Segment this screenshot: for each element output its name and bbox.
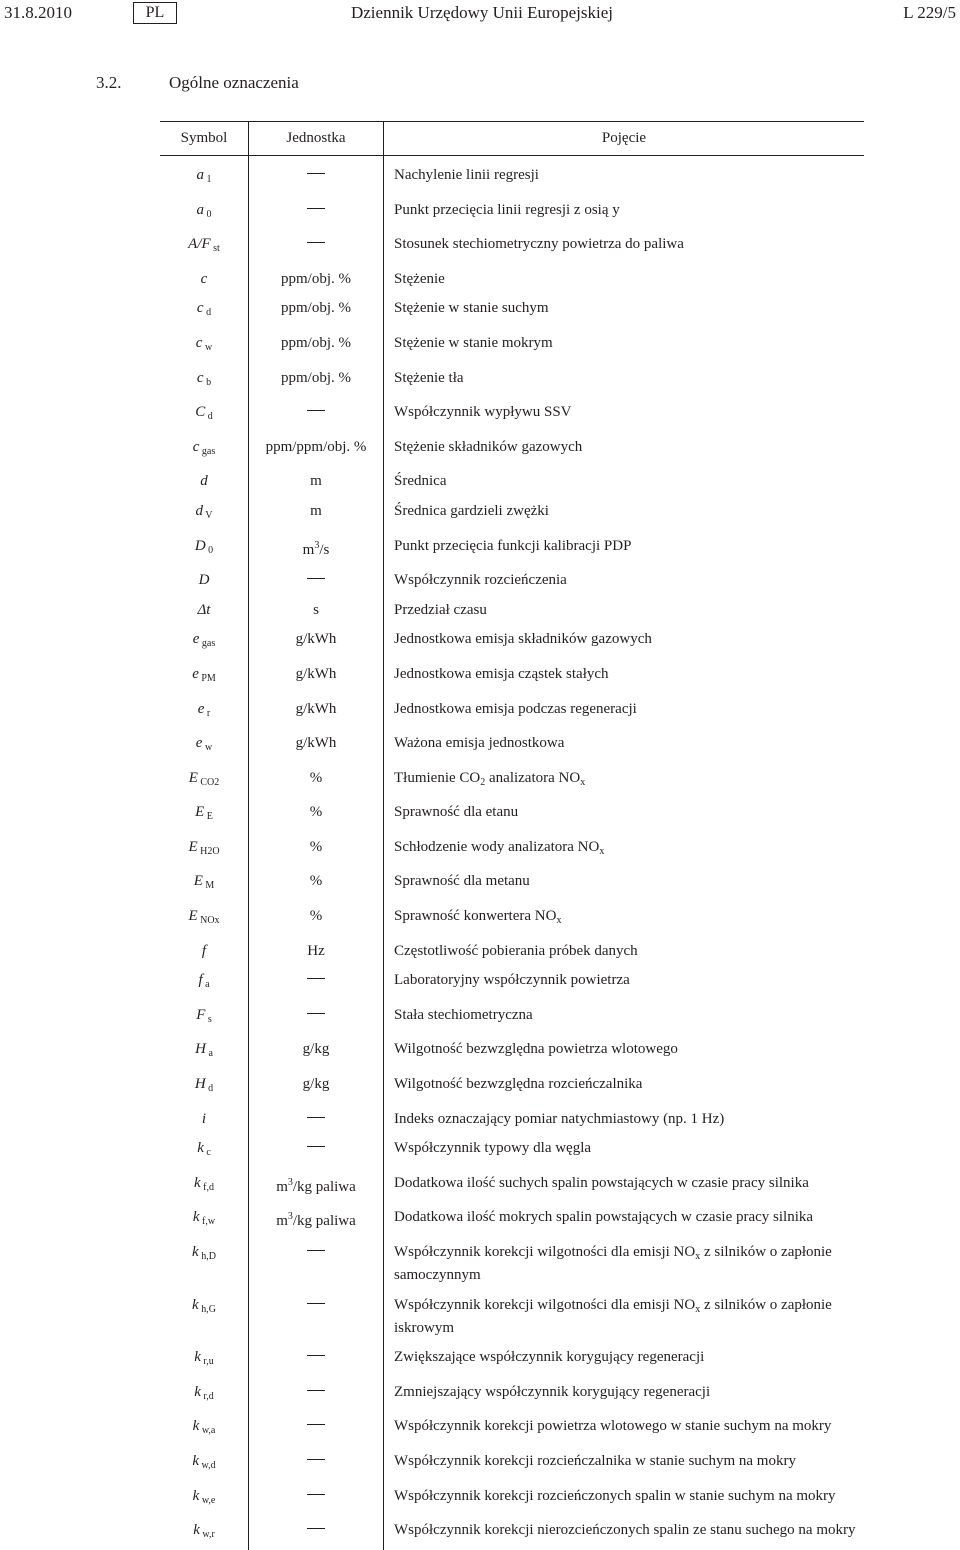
table-row [160,264,864,294]
symbol-main: k [193,1174,201,1191]
table-body [160,156,864,1550]
definition-cell: Współczynnik korekcji rozcieńczonych spalin w stanie suchym na mokry [394,1487,836,1504]
unit-cell: % [249,797,384,832]
dash-mark [307,1013,325,1014]
dash-mark [307,208,325,209]
symbol-main: e [192,631,200,648]
definition-cell: Dodatkowa ilość suchych spalin powstających w czasie pracy silnika [394,1174,809,1191]
unit-cell: % [249,832,384,867]
table-row [160,1290,864,1343]
symbol-subscript: M [202,880,215,892]
symbol-cell [160,832,249,867]
table-row [160,965,864,1000]
symbol-cell [160,531,249,566]
dash-mark [307,978,325,979]
table-row [160,901,864,936]
symbol-main: k [193,1522,200,1539]
symbol-subscript: 0 [204,208,212,220]
symbol-subscript: a [205,1048,213,1060]
symbol-cell [160,763,249,798]
symbol-cell [160,1342,249,1377]
definition-cell: Średnica [394,473,447,490]
unit-cell: $m^3/s$ [249,531,384,566]
dash-mark [307,1146,325,1147]
symbol-subscript: r,d [200,1390,214,1402]
symbol-subscript: f,d [200,1181,214,1193]
symbol-cell [160,659,249,694]
symbol-main: c [196,369,204,386]
symbol-main: f [201,942,207,959]
symbol-subscript: CO2 [197,776,220,788]
definitions-table [160,121,864,1550]
dash-mark [307,1250,325,1251]
table-row [160,565,864,595]
symbol-cell [160,565,249,595]
section-title: Ogólne oznaczenia [169,73,299,92]
symbol-cell [160,264,249,294]
symbol-subscript: f,w [199,1216,216,1228]
symbol-subscript: s [205,1013,212,1025]
symbol-main: H [194,1076,206,1093]
symbol-cell [160,496,249,531]
symbol-main: C [195,404,206,421]
symbol-main: E [193,873,203,890]
column-header-definition: Pojęcie [384,122,865,156]
table-row [160,1202,864,1237]
dash-mark [307,1117,325,1118]
symbol-main: F [196,1006,206,1023]
unit-cell [249,965,384,1000]
symbol-subscript: r,u [200,1356,214,1368]
symbol-cell [160,1069,249,1104]
unit-cell: g/kWh [249,659,384,694]
symbol-main: E [195,804,205,821]
table-row [160,694,864,729]
symbol-main: i [201,1110,207,1127]
unit-cell: m [249,466,384,496]
dash-mark [307,1459,325,1460]
unit-cell: m [249,496,384,531]
symbol-cell [160,936,249,966]
definition-cell: Jednostkowa emisja cząstek stałych [394,665,609,682]
table-row [160,1237,864,1290]
definition-cell: Współczynnik korekcji wilgotności dla emisji $NO_x$ z silników o zapłonie iskrowym [394,1296,832,1336]
table-row [160,397,864,432]
symbol-subscript: w [202,742,213,754]
unit-cell [249,1446,384,1481]
page-reference: L 229/5 [903,3,956,22]
symbol-cell [160,466,249,496]
symbol-main: c [195,334,203,351]
symbol-cell [160,1481,249,1516]
unit-cell [249,1133,384,1168]
symbol-main: k [192,1296,199,1313]
table-row [160,466,864,496]
table-row [160,1168,864,1203]
table-row [160,1515,864,1550]
symbol-subscript: d [205,1083,214,1095]
symbol-subscript: gas [199,638,216,650]
definition-cell: Sprawność dla etanu [394,804,519,821]
unit-cell: $m^3/kg$ paliwa [249,1168,384,1203]
definition-cell: Schłodzenie wody analizatora $NO_x$ [394,838,605,857]
table-row [160,531,864,566]
definition-cell: Przedział czasu [394,601,487,618]
symbol-main: e [192,665,199,682]
table-row [160,156,864,195]
dash-mark [307,242,325,243]
unit-cell [249,1290,384,1343]
definition-cell: Ważona emisja jednostkowa [394,735,565,752]
unit-cell [249,397,384,432]
definition-cell: Stężenie [394,270,445,287]
unit-cell: ppm/obj. % [249,363,384,398]
symbol-cell [160,866,249,901]
table-row [160,432,864,467]
symbol-main: c [196,300,204,317]
symbol-cell [160,1133,249,1168]
unit-cell: % [249,866,384,901]
definition-cell: Współczynnik korekcji rozcieńczalnika w stanie suchym na mokry [394,1452,796,1469]
table-row [160,195,864,230]
unit-cell: g/kg [249,1034,384,1069]
table-row [160,832,864,867]
unit-cell: ppm/obj. % [249,264,384,294]
table-row [160,797,864,832]
unit-cell [249,1411,384,1446]
definition-cell: Dodatkowa ilość mokrych spalin powstających w czasie pracy silnika [394,1209,814,1226]
symbol-cell [160,156,249,195]
table-row [160,595,864,625]
table-row [160,1342,864,1377]
symbol-cell [160,1377,249,1412]
definition-cell: Zwiększające współczynnik korygujący regeneracji [394,1349,705,1366]
unit-cell: s [249,595,384,625]
unit-cell [249,1342,384,1377]
table-row [160,293,864,328]
dash-mark [307,410,325,411]
definition-cell: Sprawność konwertera $NO_x$ [394,908,562,927]
unit-cell: g/kWh [249,728,384,763]
symbol-subscript: a [202,979,210,991]
symbol-cell [160,1237,249,1290]
unit-cell: Hz [249,936,384,966]
dash-mark [307,1303,325,1304]
symbol-subscript: PM [198,672,216,684]
unit-cell [249,1377,384,1412]
symbol-subscript: V [202,509,213,521]
dash-mark [307,1355,325,1356]
dash-mark [307,1528,325,1529]
symbol-main: E [188,838,198,855]
symbol-main: c [192,438,200,455]
symbol-main: k [192,1452,200,1469]
symbol-cell [160,901,249,936]
symbol-subscript: 0 [205,544,214,556]
table-row [160,1034,864,1069]
unit-cell: % [249,901,384,936]
symbol-main: e [197,700,205,717]
symbol-main: Δt [197,601,211,618]
table-row [160,1411,864,1446]
symbol-main: k [197,1140,204,1157]
symbol-main: D [198,572,210,589]
dash-mark [307,1424,325,1425]
table-row [160,1377,864,1412]
definition-cell: Stężenie tła [394,369,464,386]
symbol-subscript: w,r [199,1529,215,1541]
symbol-subscript: st [210,243,220,255]
unit-cell: g/kWh [249,694,384,729]
symbol-cell [160,1202,249,1237]
symbol-cell [160,1104,249,1134]
definition-cell: Średnica gardzieli zwężki [394,502,549,519]
table-row [160,624,864,659]
unit-cell [249,1515,384,1550]
definition-cell: Współczynnik rozcieńczenia [394,572,567,589]
definition-cell: Stężenie składników gazowych [394,438,583,455]
unit-cell: ppm/obj. % [249,293,384,328]
symbol-cell [160,195,249,230]
unit-cell [249,1237,384,1290]
table-row [160,496,864,531]
table-row [160,936,864,966]
symbol-main: c [200,270,208,287]
symbol-subscript: E [204,811,213,823]
symbol-subscript: w,e [199,1494,216,1506]
table-row [160,1133,864,1168]
definition-cell: Stała stechiometryczna [394,1006,533,1023]
definition-cell: Współczynnik korekcji powietrza wlotowego w stanie suchym na mokry [394,1418,832,1435]
symbol-cell [160,624,249,659]
symbol-main: k [192,1487,200,1504]
definition-cell: Współczynnik wypływu SSV [394,404,572,421]
definition-cell: Wilgotność bezwzględna powietrza wlotowego [394,1041,678,1058]
symbol-main: a [196,167,204,183]
section-heading [96,73,299,93]
definition-cell: Zmniejszający współczynnik korygujący regeneracji [394,1383,711,1400]
definition-cell: Współczynnik typowy dla węgla [394,1140,592,1157]
symbol-main: E [188,769,198,786]
symbol-subscript: gas [199,445,216,457]
unit-cell: ppm/ppm/obj. % [249,432,384,467]
definition-cell: Jednostkowa emisja podczas regeneracji [394,700,637,717]
unit-cell: ppm/obj. % [249,328,384,363]
unit-cell: g/kg [249,1069,384,1104]
symbol-cell [160,1446,249,1481]
unit-cell [249,1000,384,1035]
symbol-main: D [194,537,206,554]
publication-date: 31.8.2010 [4,3,72,22]
definition-cell: Punkt przecięcia funkcji kalibracji PDP [394,537,632,554]
symbol-cell [160,965,249,1000]
dash-mark [307,1390,325,1391]
table-row [160,363,864,398]
symbol-cell [160,1515,249,1550]
symbol-main: k [192,1244,199,1260]
table-row [160,728,864,763]
table-row [160,229,864,264]
symbol-cell [160,694,249,729]
section-number: 3.2. [96,73,122,92]
symbol-subscript: w,a [199,1425,216,1437]
definition-cell: Punkt przecięcia linii regresji z osią y [394,201,620,218]
symbol-main: H [195,1041,206,1058]
symbol-subscript: w [202,341,213,353]
symbol-subscript: c [203,1147,211,1159]
table-row [160,659,864,694]
symbol-subscript: d [205,411,213,423]
symbol-main: a [196,201,204,218]
symbol-subscript: h,D [198,1251,216,1262]
symbol-main: k [192,1209,200,1226]
page-header [0,0,960,30]
table-row [160,1446,864,1481]
definition-cell: Stężenie w stanie suchym [394,300,549,317]
definition-cell: Tłumienie $CO_2$ analizatora $NO_x$ [394,769,586,788]
definition-cell: Nachylenie linii regresji [394,167,539,183]
language-badge: PL [133,2,177,24]
symbol-main: A/F [188,236,211,253]
definition-cell: Sprawność dla metanu [394,873,530,890]
symbol-cell [160,432,249,467]
table-row [160,1069,864,1104]
symbol-cell [160,1411,249,1446]
symbol-subscript: b [203,376,212,388]
symbol-subscript: H2O [197,845,220,857]
symbol-cell [160,397,249,432]
symbol-main: e [195,735,203,752]
unit-cell [249,229,384,264]
unit-cell [249,195,384,230]
definition-cell: Stosunek stechiometryczny powietrza do paliwa [394,236,684,253]
unit-cell [249,1104,384,1134]
symbol-cell [160,1034,249,1069]
symbol-main: k [192,1418,200,1435]
definition-cell: Laboratoryjny współczynnik powietrza [394,972,630,989]
definition-cell: Indeks oznaczający pomiar natychmiastowy (np. 1 Hz) [394,1110,725,1127]
unit-cell [249,565,384,595]
unit-cell [249,156,384,195]
symbol-cell [160,328,249,363]
symbol-cell [160,1290,249,1343]
symbol-subscript: h,G [198,1303,216,1315]
table-header-row [160,122,864,156]
unit-cell: % [249,763,384,798]
symbol-cell [160,363,249,398]
symbol-subscript: r [204,707,211,719]
symbol-cell [160,1000,249,1035]
symbol-subscript: w,d [199,1459,216,1471]
symbol-main: k [194,1383,201,1400]
symbol-subscript: NOx [197,915,220,927]
table-row [160,866,864,901]
dash-mark [307,1494,325,1495]
symbol-cell [160,595,249,625]
symbol-subscript: 1 [204,174,212,185]
unit-cell: $m^3/kg$ paliwa [249,1202,384,1237]
table-row [160,1000,864,1035]
unit-cell [249,1481,384,1516]
dash-mark [307,578,325,579]
definition-cell: Współczynnik korekcji nierozcieńczonych spalin ze stanu suchego na mokry [394,1522,856,1539]
definition-cell: Współczynnik korekcji wilgotności dla emisji $NO_x$ z silników o zapłonie samoczynnym [394,1244,832,1283]
symbol-main: k [194,1349,201,1366]
symbol-main: f [198,972,203,989]
symbol-cell [160,728,249,763]
definition-cell: Stężenie w stanie mokrym [394,334,553,351]
symbol-cell [160,229,249,264]
journal-title: Dziennik Urzędowy Unii Europejskiej [350,3,613,22]
symbol-main: d [200,473,208,490]
column-header-symbol: Symbol [160,122,249,156]
column-header-unit: Jednostka [249,122,384,156]
table-row [160,1481,864,1516]
symbol-subscript: d [203,307,212,319]
table-row [160,1104,864,1134]
table-row [160,763,864,798]
definition-cell: Jednostkowa emisja składników gazowych [394,631,652,648]
unit-cell: g/kWh [249,624,384,659]
symbol-cell [160,797,249,832]
dash-mark [307,173,325,174]
definition-cell: Częstotliwość pobierania próbek danych [394,942,638,959]
symbol-main: E [188,908,198,925]
table-row [160,328,864,363]
symbol-cell [160,1168,249,1203]
definition-cell: Wilgotność bezwzględna rozcieńczalnika [394,1076,643,1093]
symbol-main: d [195,502,203,519]
symbol-cell [160,293,249,328]
